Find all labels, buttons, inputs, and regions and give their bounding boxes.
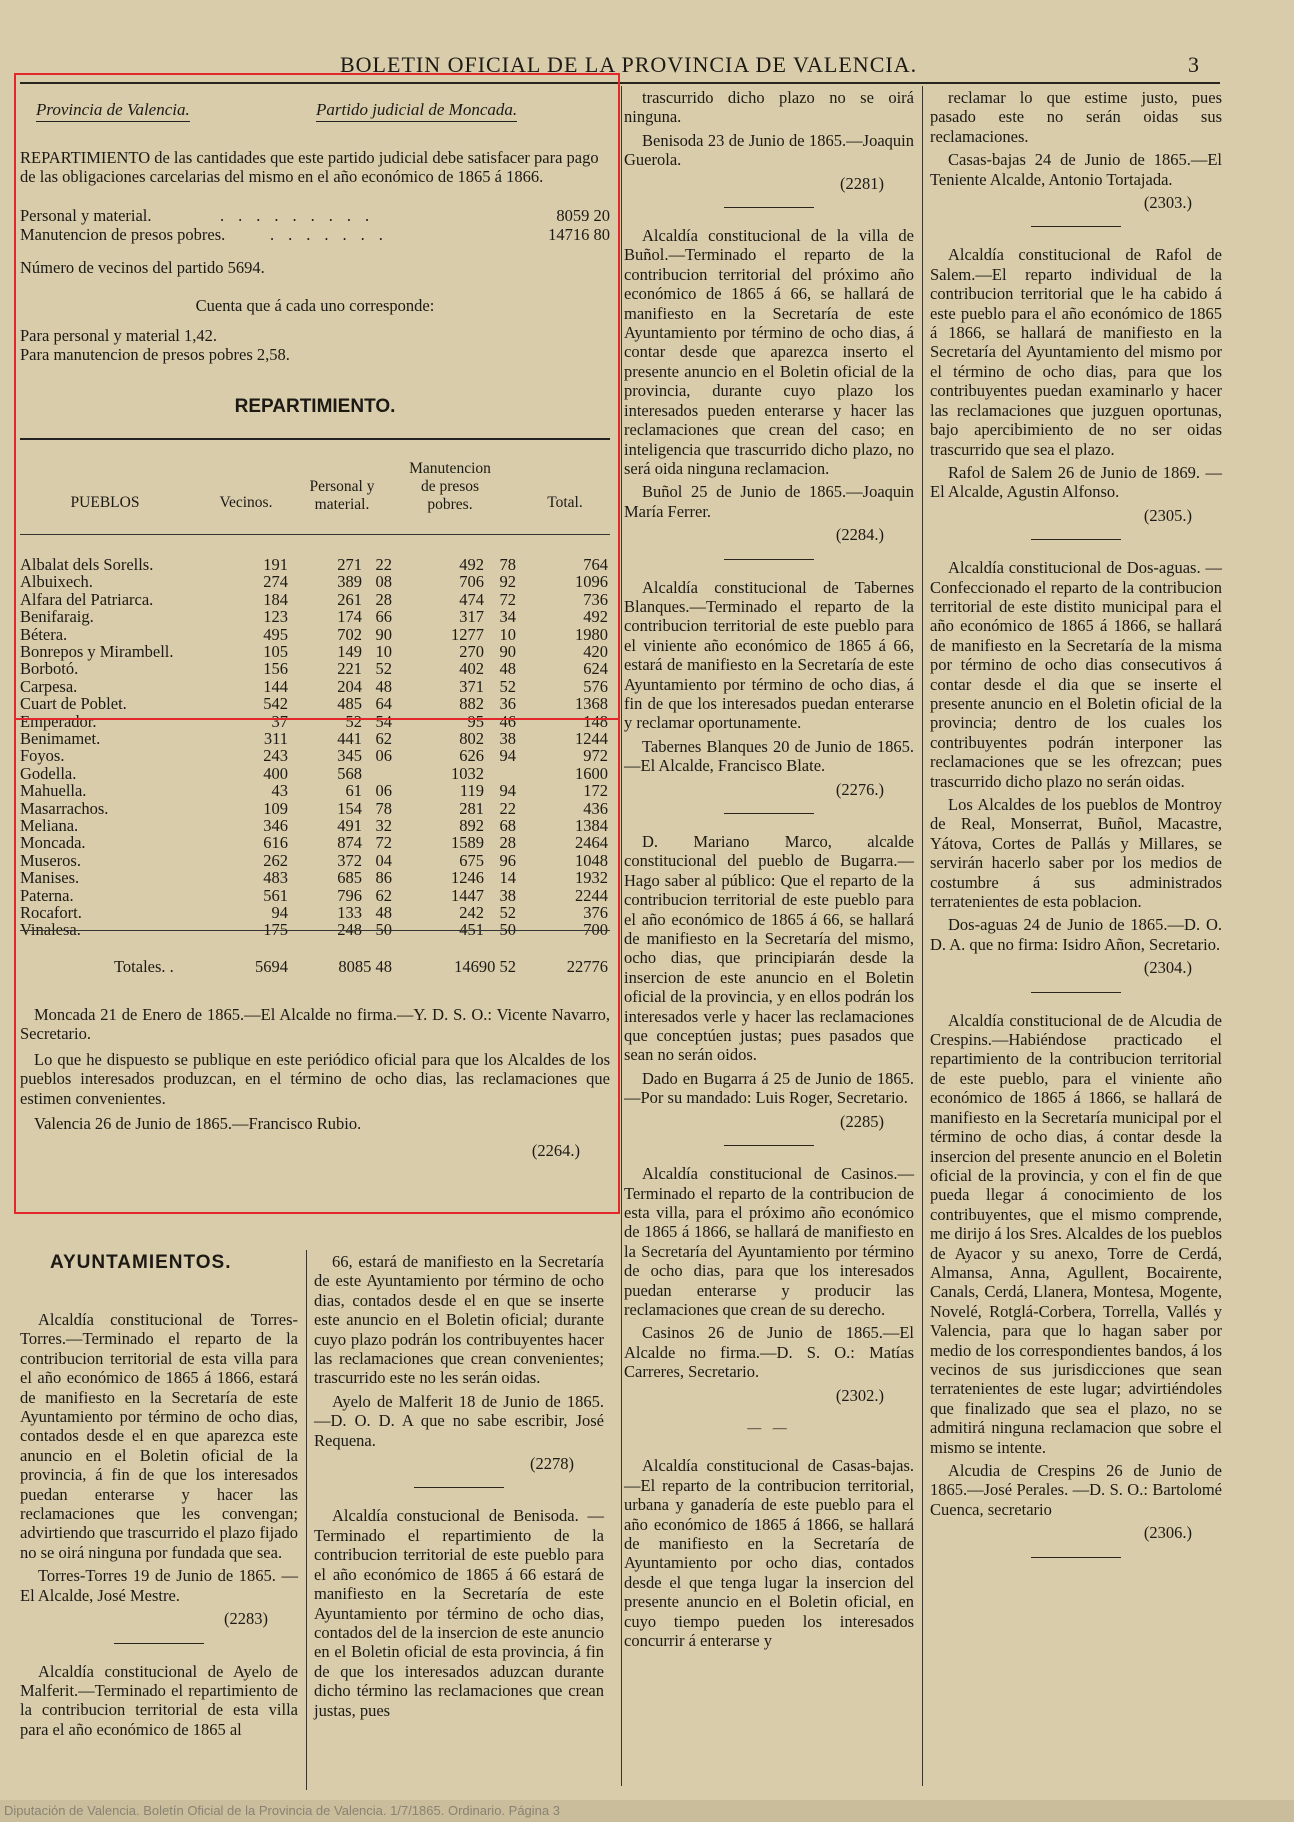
row-pueblo: Alfara del Patriarca. (20, 589, 154, 609)
row-manut-pesos: 474 (459, 589, 484, 609)
vecinos-line: Número de vecinos del partido 5694. (20, 258, 265, 277)
row-vecinos: 495 (263, 624, 288, 644)
separator (414, 1487, 504, 1488)
row-personal-cents: 62 (375, 729, 392, 748)
row-pueblo: Albalat dels Sorells. (20, 555, 154, 574)
row-vecinos: 123 (263, 607, 288, 627)
notice-paragraph: Alcaldía constitucional de Casinos.—Terminado el reparto de la contribucion de esta villa, para el próximo año económico de 1865 á 1866, se hallará de manifiesto en la Secretaría del Ayuntamiento por término de ocho dias, para que los interesados puedan enterarse y producir las reclamaciones que crean de su derecho. (624, 1164, 914, 1319)
row-manut-cents: 50 (499, 920, 516, 940)
row-personal-cents: 04 (375, 850, 392, 870)
table-row (20, 887, 610, 904)
row-manut-pesos: 1246 (451, 868, 484, 888)
row-pueblo: Masarrachos. (20, 798, 109, 818)
row-manut-pesos: 281 (459, 798, 484, 818)
repartimiento-intro: REPARTIMIENTO de las cantidades que este partido judicial debe satisfacer para pago de las obligaciones carcelarias del mismo en el año económico de 1865 á 1866. (20, 148, 599, 187)
row-manut-pesos: 675 (459, 850, 484, 870)
row-total: 172 (583, 781, 608, 801)
row-pueblo: Mahuella. (20, 781, 87, 801)
table-row (20, 695, 610, 712)
row-manut-cents: 96 (499, 850, 516, 870)
row-vecinos: 346 (263, 816, 288, 835)
row-personal-pesos: 491 (337, 816, 362, 835)
notice-paragraph: Alcaldía constitucional de Torres-Torres.—Terminado el reparto de la contribucion territorial de esta villa para el año económico de 1865 á 1866, estará de manifiesto en la Secretaría de este Ayuntamiento por término de ocho dias, contados desde el en que aparezca este anuncio en el Boletin oficial de la provincia, á fin de que los interesados puedan enterarse y hacer las reclamaciones que les convengan; advirtiendo que trascurrido el plazo fijado no se oirá ninguna por fundada que sea. (20, 1310, 298, 1562)
row-vecinos: 105 (263, 642, 288, 661)
row-total: 2244 (575, 885, 608, 905)
row-manut-cents: 14 (499, 868, 516, 888)
row-personal-cents: 22 (375, 555, 392, 574)
notice-paragraph: Rafol de Salem 26 de Junio de 1869. —El Alcalde, Agustin Alfonso. (930, 462, 1222, 502)
row-total: 736 (583, 589, 608, 609)
row-personal-pesos: 685 (337, 868, 362, 888)
row-total: 492 (583, 607, 608, 627)
row-manut-cents: 22 (499, 798, 516, 818)
separator (724, 207, 814, 208)
notice-paragraph: Alcaldía constitucional de la villa de Buñol.—Terminado el reparto de la contribucion territorial del próximo año económico de 1865 á 66, se hallará de manifiesto en la Secretaría de este Ayuntamiento por término de ocho dias, á contar desde que aparezca inserto el presente anuncio en el Boletin oficial de la provincia, durante cuyo plazo los interesados pueden enterarse y hacer las reclamaciones que crean del caso; en inteligencia que trascurrido dicho plazo, no será oida ninguna reclamacion. (624, 226, 914, 478)
row-manut-pesos: 95 (467, 711, 484, 731)
row-pueblo: Benifaraig. (20, 607, 94, 627)
ref-number: (2281) (840, 173, 884, 193)
ref-number: (2302.) (835, 1385, 884, 1405)
ref-number: (2306.) (1143, 1523, 1192, 1543)
row-personal-pesos: 61 (345, 781, 362, 801)
row-pueblo: Borbotó. (20, 659, 79, 679)
province-heading: Provincia de Valencia. (36, 100, 190, 122)
table-row (20, 660, 610, 677)
row-manut-cents: 52 (499, 676, 516, 696)
row-pueblo: Vinalesa. (20, 920, 81, 940)
row-total: 1384 (575, 816, 608, 835)
col-personal: Personal y material. (309, 478, 375, 513)
row-personal-cents: 64 (375, 694, 392, 714)
row-manut-cents: 90 (499, 642, 516, 661)
page-header (0, 52, 1294, 82)
row-manut-pesos: 892 (459, 816, 484, 835)
notice-paragraph: D. Mariano Marco, alcalde constitucional del pueblo de Bugarra.—Hago saber al público: Que el reparto de la contribucion territorial de este pueblo para el año económico de 1865 á 66, se hallará de manifiesto en la Secretaría del mismo, ocho dias, que principiarán desde la insercion de este anuncio en el Boletin oficial de la provincia, y en ellos podrán los interesados verle y hacer las reclamaciones que conceptúen justas; pues pasados que sean no serán oidos. (624, 832, 914, 1065)
table-row (20, 678, 610, 695)
table-row (20, 904, 610, 921)
row-total: 1600 (575, 763, 608, 783)
table-row (20, 573, 610, 590)
notice-paragraph: Casas-bajas 24 de Junio de 1865.—El Teniente Alcalde, Antonio Tortajada. (930, 150, 1222, 189)
row-vecinos: 542 (263, 694, 288, 714)
row-manut-pesos: 270 (459, 642, 484, 661)
table-row (20, 800, 610, 817)
page-number: 3 (1188, 52, 1199, 77)
table-row (20, 591, 610, 608)
col-total: Total. (547, 494, 583, 511)
row-manut-cents: 52 (499, 903, 516, 922)
separator (724, 813, 814, 814)
row-vecinos: 274 (263, 572, 288, 592)
notice-paragraph: Benisoda 23 de Junio de 1865.—Joaquin Guerola. (624, 130, 914, 170)
row-manut-pesos: 706 (459, 572, 484, 592)
table-row (20, 713, 610, 730)
notice-paragraph: reclamar lo que estime justo, pues pasado este no serán oidas sus reclamaciones. (930, 88, 1222, 146)
row-manut-cents: 34 (499, 607, 516, 627)
row-personal-pesos: 261 (337, 589, 362, 609)
notice-paragraph: Alcaldía constitucional de Dos-aguas. —Confeccionado el reparto de la contribucion territorial de este distito municipal para el año económico de 1865 á 1866, se hallará de manifiesto en la Secretaría de la misma por término de ocho dias consecutivos á contar desde el dia que se inserte el presente anuncio en el Boletin oficial de la provincia; dentro de los cuales los contribuyentes podrán interponer las reclamaciones que se les ofrezcan; pues trascurrido dicho plazo no serán oidas. (930, 558, 1222, 791)
table-row (20, 730, 610, 747)
row-manut-pesos: 1447 (451, 885, 484, 905)
ref-number: (2278) (530, 1454, 574, 1474)
table-row (20, 626, 610, 643)
table-row (20, 556, 610, 573)
ref-number: (2285) (840, 1111, 884, 1131)
row-total: 1368 (575, 694, 608, 714)
ayuntamientos-heading: AYUNTAMIENTOS. (50, 1252, 232, 1273)
row-personal-pesos: 221 (337, 659, 362, 679)
table-row (20, 643, 610, 660)
table-row (20, 765, 610, 782)
notice-paragraph: Torres-Torres 19 de Junio de 1865. —El Alcalde, José Mestre. (20, 1566, 298, 1605)
row-manut-pesos: 451 (459, 920, 484, 940)
para-manutencion-line: Para manutencion de presos pobres 2,58. (20, 345, 290, 364)
row-personal-cents: 78 (375, 798, 392, 818)
table-row (20, 834, 610, 851)
row-manut-cents: 94 (499, 781, 516, 801)
ref-number: (2276.) (835, 779, 884, 799)
row-vecinos: 175 (263, 920, 288, 940)
row-total: 1244 (575, 729, 608, 748)
row-personal-cents: 86 (375, 868, 392, 888)
row-pueblo: Bonrepos y Mirambell. (20, 642, 174, 661)
row-vecinos: 144 (263, 676, 288, 696)
row-personal-cents: 32 (375, 816, 392, 835)
row-pueblo: Manises. (20, 868, 80, 888)
row-personal-cents: 62 (375, 885, 392, 905)
row-pueblo: Emperador. (20, 711, 97, 731)
notice-paragraph: Buñol 25 de Junio de 1865.—Joaquin María Ferrer. (624, 482, 914, 521)
row-vecinos: 43 (271, 781, 288, 801)
row-manut-cents: 72 (499, 589, 516, 609)
row-total: 436 (583, 798, 608, 818)
notice-paragraph: Alcaldía constitucional de Tabernes Blanques.—Terminado el reparto de la contribucion territorial de este pueblo para el viniente año económico de 1865 á 66, estará de manifiesto en la Secretaría de este Ayuntamiento por término de ocho dias, á fin de que los interesados puedan enterarse y reclamar oportunamente. (624, 577, 914, 733)
row-total: 1932 (575, 868, 608, 888)
row-pueblo: Cuart de Poblet. (20, 694, 127, 714)
notice-paragraph: Alcudia de Crespins 26 de Junio de 1865.—José Perales. —D. S. O.: Bartolomé Cuenca, secretario (930, 1461, 1222, 1519)
row-total: 624 (583, 659, 608, 679)
table-row (20, 817, 610, 834)
row-manut-pesos: 402 (459, 659, 484, 679)
row-vecinos: 400 (263, 763, 288, 783)
cuenta-line: Cuenta que á cada uno corresponde: (195, 296, 435, 315)
notice-paragraph: trascurrido dicho plazo no se oirá ninguna. (624, 88, 914, 127)
row-total: 764 (583, 555, 608, 574)
table-row (20, 747, 610, 764)
row-personal-pesos: 149 (337, 642, 362, 661)
table-top-rule (20, 438, 610, 440)
row-manut-cents: 36 (499, 694, 516, 714)
row-pueblo: Albuixech. (20, 572, 93, 592)
valencia-signature: Valencia 26 de Junio de 1865.—Francisco Rubio. (34, 1114, 362, 1134)
notice-paragraph: Casinos 26 de Junio de 1865.—El Alcalde no firma.—D. S. O.: Matías Carreres, Secretario. (624, 1323, 914, 1382)
notice-paragraph: Tabernes Blanques 20 de Junio de 1865.—El Alcalde, Francisco Blate. (624, 736, 914, 776)
row-pueblo: Foyos. (20, 746, 65, 766)
row-personal-pesos: 441 (337, 729, 362, 748)
row-personal-cents: 06 (375, 781, 392, 801)
row-pueblo: Bétera. (20, 624, 68, 644)
district-heading: Partido judicial de Moncada. (316, 100, 517, 122)
row-manut-cents: 78 (499, 555, 516, 574)
row-manut-pesos: 492 (459, 555, 484, 574)
row-personal-cents: 72 (375, 833, 392, 853)
publication-notice: Lo que he dispuesto se publique en este periódico oficial para que los Alcaldes de los pueblos interesados produzcan, en el término de ocho dias, las reclamaciones que estimen convenientes. (20, 1049, 610, 1108)
notice-paragraph: Alcaldía constucional de Benisoda. —Terminado el repartimiento de la contribucion territorial de este pueblo para el año económico de 1865 á 66 estará de manifiesto en la Secretaría de este Ayuntamiento por término de ocho dias, contados del de la insercion de este anuncio en el Boletin oficial de esta provincia, á fin de que los interesados aduzcan durante dicho término las reclamaciones que crean justas, pues (314, 1506, 604, 1720)
row-pueblo: Paterna. (20, 885, 74, 905)
ref-number: (2305.) (1143, 505, 1192, 525)
row-personal-cents: 54 (375, 711, 392, 731)
row-vecinos: 483 (263, 868, 288, 888)
separator (724, 1145, 814, 1146)
row-personal-pesos: 874 (337, 833, 362, 853)
row-personal-pesos: 568 (337, 763, 362, 783)
row-total: 2464 (575, 833, 608, 853)
row-manut-cents: 10 (499, 624, 516, 644)
table-row (20, 869, 610, 886)
notice-paragraph: Ayelo de Malferit 18 de Junio de 1865.—D. O. D. A que no sabe escribir, José Requena. (314, 1391, 604, 1450)
row-personal-pesos: 154 (337, 798, 362, 818)
row-personal-cents: 66 (375, 607, 392, 627)
row-personal-pesos: 133 (337, 903, 362, 922)
row-total: 700 (583, 920, 608, 940)
row-total: 1980 (575, 624, 608, 644)
personal-line: Personal y material. ......... 8059 20 (20, 206, 610, 225)
row-personal-pesos: 345 (337, 746, 362, 766)
row-personal-pesos: 485 (337, 694, 362, 714)
separator: — — (747, 1420, 791, 1436)
row-personal-cents: 10 (375, 642, 392, 661)
row-manut-pesos: 317 (459, 607, 484, 627)
header-rule (20, 82, 1220, 84)
totals-row: Totales. . 5694 8085 48 14690 52 22776 (114, 957, 608, 976)
row-vecinos: 243 (263, 746, 288, 766)
row-manut-pesos: 1277 (451, 624, 484, 644)
row-manut-cents: 38 (499, 885, 516, 905)
notice-paragraph: Alcaldía constitucional de Rafol de Salem.—El reparto individual de la contribucion territorial que le ha cabido á este pueblo para el año económico de 1865 á 1866, se hallará de manifiesto en la Secretaría del Ayuntamiento del mismo por el término de ocho dias, para que los contribuyentes puedan examinarlo y hacer las reclamaciones que juzguen oportunas, bajo apercibimiento de no ser oidas trascurrido que sea el plazo. (930, 245, 1222, 459)
row-pueblo: Meliana. (20, 816, 79, 835)
column-rule (922, 86, 923, 1786)
row-total: 420 (583, 642, 608, 661)
row-personal-pesos: 52 (345, 711, 362, 731)
row-personal-cents: 50 (375, 920, 392, 940)
row-manut-pesos: 242 (459, 903, 484, 922)
ref-number: (2284.) (835, 525, 884, 545)
ref-number: (2283) (224, 1609, 268, 1629)
row-vecinos: 262 (263, 850, 288, 870)
col-manutencion: Manutencion de presos pobres. (409, 460, 491, 513)
column-rule (306, 1250, 307, 1790)
notice-paragraph: 66, estará de manifiesto en la Secretaría de este Ayuntamiento por término de ocho dias, contados desde el en que se inserte este anuncio en el Boletin oficial; durante cuyo plazo podrán los contribuyentes hacer las reclamaciones que crean convenientes; trascurrido este no les serán oidas. (314, 1252, 604, 1388)
row-total: 376 (583, 903, 608, 922)
notice-paragraph: Dos-aguas 24 de Junio de 1865.—D. O. D. A. que no firma: Isidro Añon, Secretario. (930, 915, 1222, 954)
row-personal-cents: 48 (375, 676, 392, 696)
newspaper-title: BOLETIN OFICIAL DE LA PROVINCIA DE VALENCIA. (340, 52, 918, 77)
table-row (20, 782, 610, 799)
ref-number: (2303.) (1143, 193, 1192, 213)
row-pueblo: Godella. (20, 763, 77, 783)
separator (1031, 992, 1121, 993)
column-a (20, 1310, 298, 1743)
row-personal-cents: 52 (375, 659, 392, 679)
row-personal-cents: 28 (375, 589, 392, 609)
ref-number: (2264.) (531, 1141, 580, 1161)
row-manut-cents: 92 (499, 572, 516, 592)
column-rule (621, 86, 622, 1786)
row-manut-cents: 46 (499, 711, 516, 731)
row-personal-pesos: 372 (337, 850, 362, 870)
row-pueblo: Rocafort. (20, 903, 82, 922)
row-personal-cents: 90 (375, 624, 392, 644)
row-manut-pesos: 119 (459, 781, 484, 801)
header-rule-bottom (20, 534, 610, 535)
para-personal-line: Para personal y material 1,42. (20, 326, 218, 345)
notice-paragraph: Los Alcaldes de los pueblos de Montroy de Real, Monserrat, Buñol, Macastre, Yátova, Cortes de Pallás y Millares, se servirán hacerlo saber por los medios de costumbre á sus administrados terratenientes de esta poblacion. (930, 795, 1222, 912)
row-vecinos: 561 (263, 885, 288, 905)
row-manut-cents: 94 (499, 746, 516, 766)
column-b (314, 1252, 604, 1724)
row-pueblo: Carpesa. (20, 676, 78, 696)
separator (1031, 539, 1121, 540)
manutencion-line: Manutencion de presos pobres. ....... 14716 80 (20, 225, 610, 245)
row-total: 1096 (575, 572, 608, 592)
col-pueblos: PUEBLOS (70, 494, 140, 511)
row-pueblo: Museros. (20, 850, 81, 870)
row-pueblo: Benimamet. (20, 729, 101, 748)
row-personal-cents: 48 (375, 903, 392, 922)
row-total: 148 (583, 711, 608, 731)
row-vecinos: 94 (271, 903, 288, 922)
table-footnote (20, 1005, 610, 1161)
repartimiento-title: REPARTIMIENTO. (234, 396, 396, 417)
row-total: 1048 (575, 850, 608, 870)
row-personal-pesos: 796 (337, 885, 362, 905)
ref-number: (2304.) (1143, 958, 1192, 978)
col-vecinos: Vecinos. (219, 494, 273, 511)
row-pueblo: Moncada. (20, 833, 86, 853)
source-footer: Diputación de Valencia. Boletín Oficial de la Provincia de Valencia. 1/7/1865. Ordinario. Página 3 (0, 1800, 1294, 1822)
row-personal-pesos: 271 (337, 555, 362, 574)
totals-rule (20, 930, 610, 931)
row-personal-pesos: 204 (337, 676, 362, 696)
row-manut-pesos: 371 (459, 676, 484, 696)
row-personal-pesos: 702 (337, 624, 362, 644)
row-manut-pesos: 882 (459, 694, 484, 714)
row-manut-pesos: 1589 (451, 833, 484, 853)
row-manut-cents: 48 (499, 659, 516, 679)
row-personal-pesos: 174 (337, 607, 362, 627)
row-vecinos: 156 (263, 659, 288, 679)
row-vecinos: 191 (263, 555, 288, 574)
row-personal-cents: 06 (375, 746, 392, 766)
row-vecinos: 37 (271, 711, 288, 731)
row-personal-pesos: 389 (337, 572, 362, 592)
row-manut-pesos: 626 (459, 746, 484, 766)
table-row (20, 852, 610, 869)
row-manut-cents: 68 (499, 816, 516, 835)
row-vecinos: 184 (263, 589, 288, 609)
separator (1031, 226, 1121, 227)
row-personal-pesos: 248 (337, 920, 362, 940)
totals-summary (20, 206, 610, 245)
notice-paragraph: Alcaldía constitucional de Ayelo de Malferit.—Terminado el repartimiento de la contribucion territorial de esta villa para el año económico de 1865 al (20, 1661, 298, 1739)
row-manut-cents: 28 (499, 833, 516, 853)
moncada-signature: Moncada 21 de Enero de 1865.—El Alcalde no firma.—Y. D. S. O.: Vicente Navarro, Secretario. (20, 1005, 610, 1044)
column-c (624, 88, 914, 1654)
row-vecinos: 311 (263, 729, 288, 748)
separator (724, 559, 814, 560)
row-manut-pesos: 802 (459, 729, 484, 748)
row-personal-cents: 08 (375, 572, 392, 592)
row-vecinos: 109 (263, 798, 288, 818)
notice-paragraph: Alcaldía constitucional de Casas-bajas.—El reparto de la contribucion territorial, urbana y ganadería de este pueblo para el año económico de 1865 á 1866, se hallará de manifiesto en la Secretaría de Ayuntamiento por ocho dias, contados desde el que tenga lugar la insercion del presente anuncio en el Boletin oficial, en cuyo tiempo pueden los interesados concurrir á enterarse y (624, 1456, 914, 1651)
row-manut-pesos: 1032 (451, 763, 484, 783)
row-total: 972 (583, 746, 608, 766)
row-manut-cents: 38 (499, 729, 516, 748)
separator (114, 1643, 204, 1644)
separator (1031, 1557, 1121, 1558)
row-total: 576 (583, 676, 608, 696)
notice-paragraph: Dado en Bugarra á 25 de Junio de 1865.—Por su mandado: Luis Roger, Secretario. (624, 1068, 914, 1108)
column-d (930, 88, 1222, 1576)
row-vecinos: 616 (263, 833, 288, 853)
table-row (20, 608, 610, 625)
notice-paragraph: Alcaldía constitucional de de Alcudia de Crespins.—Habiéndose practicado el repartimiento de la contribucion territorial de este pueblo, para el viniente año económico de 1865 á 1866, se hallará de manifiesto en la Secretaría municipal por el término de ocho dias, á contar desde la insercion del presente anuncio en el Boletin oficial de la provincia, y con el fin de que pueda llegar á conocimiento de los contribuyentes, que el mismo comprende, me dirijo á los Sres. Alcaldes de los pueblos de Ayacor y su anexo, Torre de Cerdá, Almansa, Anna, Agullent, Bocairente, Canals, Cerdá, Llanera, Montesa, Mogente, Novelé, Rotglá-Corbera, Torrella, Vallés y Valencia, para que lo hagan saber por medio de los correspondientes bandos, á los vecinos de sus jurisdicciones que sean terratenientes de este lugar; advirtiéndoles que finalizado que sea el plazo, no se admitirá ninguna reclamacion que sobre el mismo se intente. (930, 1010, 1222, 1457)
